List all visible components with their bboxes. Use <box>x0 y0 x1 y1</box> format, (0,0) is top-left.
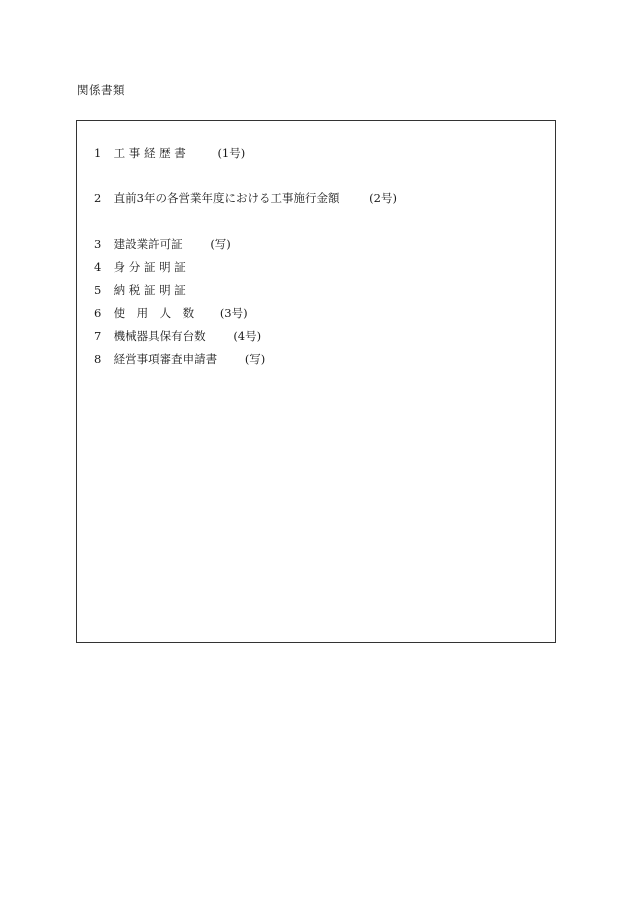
item-form-number: (3号) <box>219 306 248 320</box>
item-number: 4 <box>94 260 102 274</box>
item-name: 機械器具保有台数 <box>113 329 206 343</box>
item-number: 3 <box>94 237 102 251</box>
list-item <box>94 190 397 206</box>
list-item <box>94 236 231 252</box>
item-form-number: (1号) <box>217 146 246 160</box>
page-title: 関係書類 <box>77 83 125 97</box>
item-form-number: (4号) <box>233 329 262 343</box>
item-name: 身 分 証 明 証 <box>113 260 186 274</box>
item-form-number: (写) <box>210 237 231 251</box>
documents-list-box <box>76 120 556 643</box>
list-item <box>94 282 186 298</box>
item-name: 経営事項審査申請書 <box>113 352 218 366</box>
item-number: 2 <box>94 191 102 205</box>
item-number: 7 <box>94 329 102 343</box>
item-number: 1 <box>94 146 102 160</box>
item-form-number: (2号) <box>369 191 397 205</box>
list-item <box>94 145 245 161</box>
list-item <box>94 259 186 275</box>
item-number: 5 <box>94 283 102 297</box>
item-name: 納 税 証 明 証 <box>113 283 186 297</box>
item-name: 使 用 人 数 <box>113 306 195 320</box>
item-name: 工 事 経 歴 書 <box>113 146 186 160</box>
list-item <box>94 351 265 367</box>
list-item <box>94 305 248 321</box>
item-number: 8 <box>94 352 102 366</box>
item-number: 6 <box>94 306 102 320</box>
list-item <box>94 328 261 344</box>
item-name: 建設業許可証 <box>113 237 183 251</box>
item-form-number: (写) <box>244 352 266 366</box>
item-name: 直前3年の各営業年度における工事施行金額 <box>113 191 340 205</box>
